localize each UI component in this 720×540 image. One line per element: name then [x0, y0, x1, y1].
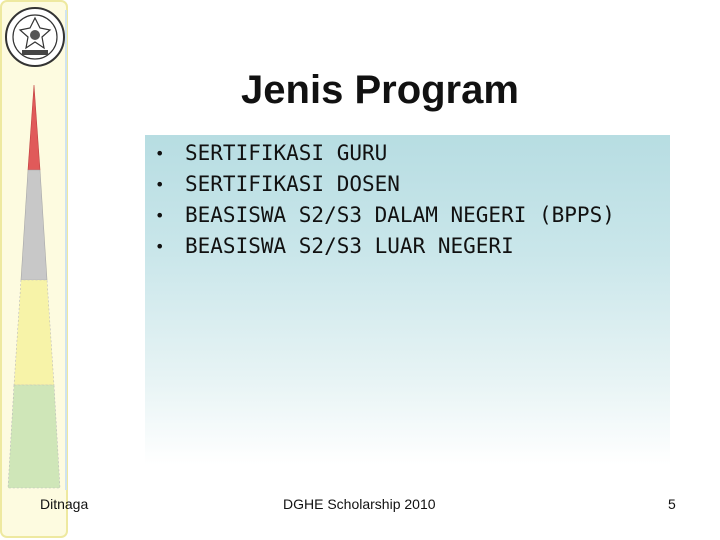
bullet-dot-icon: • [155, 237, 165, 256]
list-item [155, 169, 615, 200]
list-item-text: BEASISWA S2/S3 DALAM NEGERI (BPPS) [185, 203, 615, 227]
bullet-dot-icon: • [155, 206, 165, 225]
list-item-text: BEASISWA S2/S3 LUAR NEGERI [185, 234, 514, 258]
footer-title: DGHE Scholarship 2010 [283, 496, 436, 512]
page-number: 5 [668, 496, 676, 512]
slide-title: Jenis Program [241, 68, 519, 112]
bullet-dot-icon: • [155, 144, 165, 163]
bullet-dot-icon: • [155, 175, 165, 194]
list-item [155, 200, 615, 231]
footer-author: Ditnaga [40, 496, 89, 512]
list-item-text: SERTIFIKASI DOSEN [185, 172, 400, 196]
university-seal-logo [4, 4, 66, 70]
list-item [155, 138, 615, 169]
side-decoration-bar [0, 0, 70, 540]
list-item [155, 231, 615, 262]
bullet-list [155, 138, 615, 262]
list-item-text: SERTIFIKASI GURU [185, 141, 388, 165]
